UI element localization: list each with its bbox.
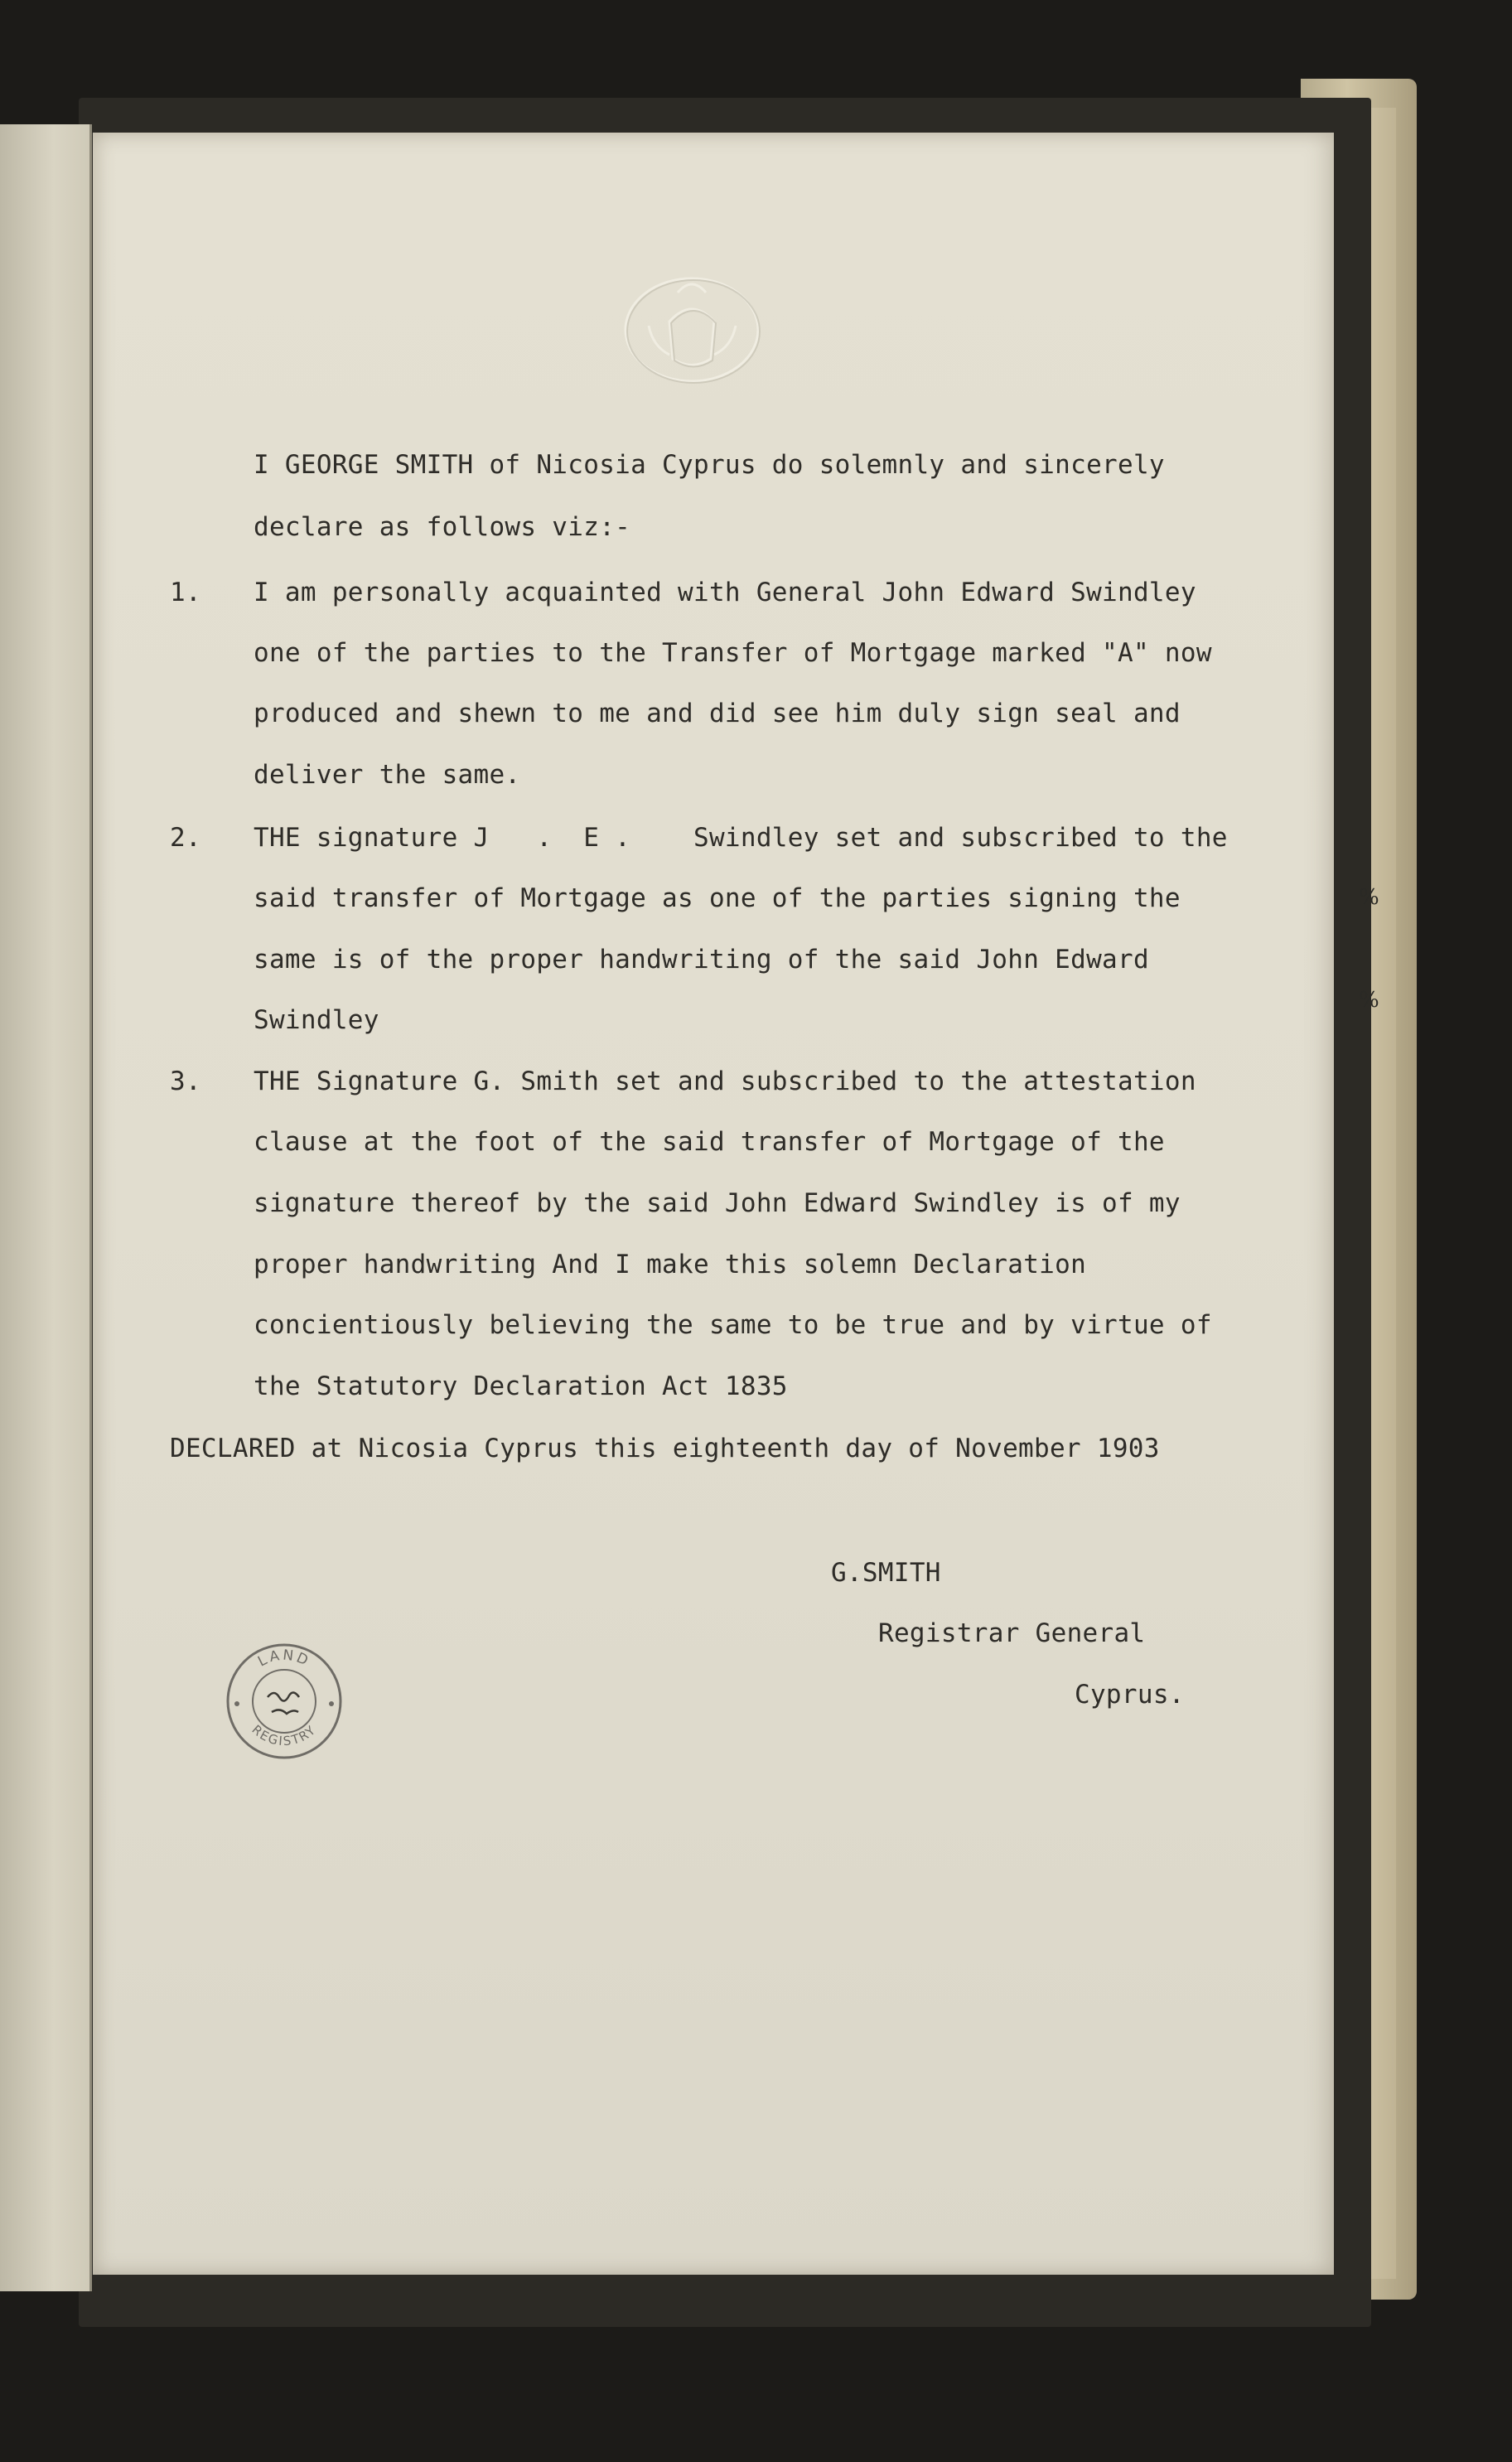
item-3-line-2: clause at the foot of the said transfer of Mortgage of the: [254, 1127, 1165, 1157]
margin-mark-1: %: [1359, 885, 1379, 910]
item-3-line-3: signature thereof by the said John Edward Swindley is of my: [254, 1188, 1181, 1218]
left-page-edge: [0, 124, 92, 2291]
signature-title: Registrar General: [878, 1618, 1146, 1648]
item-3-line-5: concientiously believing the same to be true and by virtue of: [254, 1310, 1212, 1340]
item-2-line-1: THE signature J . E . Swindley set and subscribed to the: [254, 823, 1228, 853]
item-2-line-2: said transfer of Mortgage as one of the parties signing the: [254, 883, 1181, 913]
item-2-line-4: Swindley: [254, 1005, 379, 1035]
svg-text:LAND: [255, 1647, 312, 1671]
margin-mark-2: %: [1359, 988, 1379, 1013]
item-1-line-1: I am personally acquainted with General John Edward Swindley: [254, 578, 1196, 607]
item-2-line-3: same is of the proper handwriting of the said John Edward: [254, 945, 1149, 975]
item-3-line-4: proper handwriting And I make this solemn Declaration: [254, 1250, 1087, 1279]
intro-line-1: I GEORGE SMITH of Nicosia Cyprus do solemnly and sincerely: [254, 450, 1165, 480]
item-1-line-2: one of the parties to the Transfer of Mortgage marked "A" now: [254, 638, 1212, 668]
item-3-line-6: the Statutory Declaration Act 1835: [254, 1371, 788, 1401]
declared-line: DECLARED at Nicosia Cyprus this eighteenth day of November 1903: [170, 1434, 1160, 1463]
item-1-line-4: deliver the same.: [254, 760, 521, 790]
item-number-2: 2.: [170, 823, 201, 853]
signature-place: Cyprus.: [1075, 1680, 1185, 1710]
item-number-1: 1.: [170, 578, 201, 607]
embossed-coat-of-arms: [620, 264, 765, 388]
stamp-bottom-text: REGISTRY: [249, 1722, 320, 1749]
svg-text:REGISTRY: [249, 1722, 319, 1749]
item-1-line-3: produced and shewn to me and did see him duly sign seal and: [254, 699, 1181, 728]
stamp-top-text: LAND: [255, 1647, 313, 1671]
item-number-3: 3.: [170, 1067, 201, 1096]
signature-name: G.SMITH: [831, 1558, 941, 1588]
intro-line-2: declare as follows viz:-: [254, 512, 631, 542]
item-3-line-1: THE Signature G. Smith set and subscribed to the attestation: [254, 1067, 1196, 1096]
land-registry-stamp: [222, 1639, 346, 1763]
